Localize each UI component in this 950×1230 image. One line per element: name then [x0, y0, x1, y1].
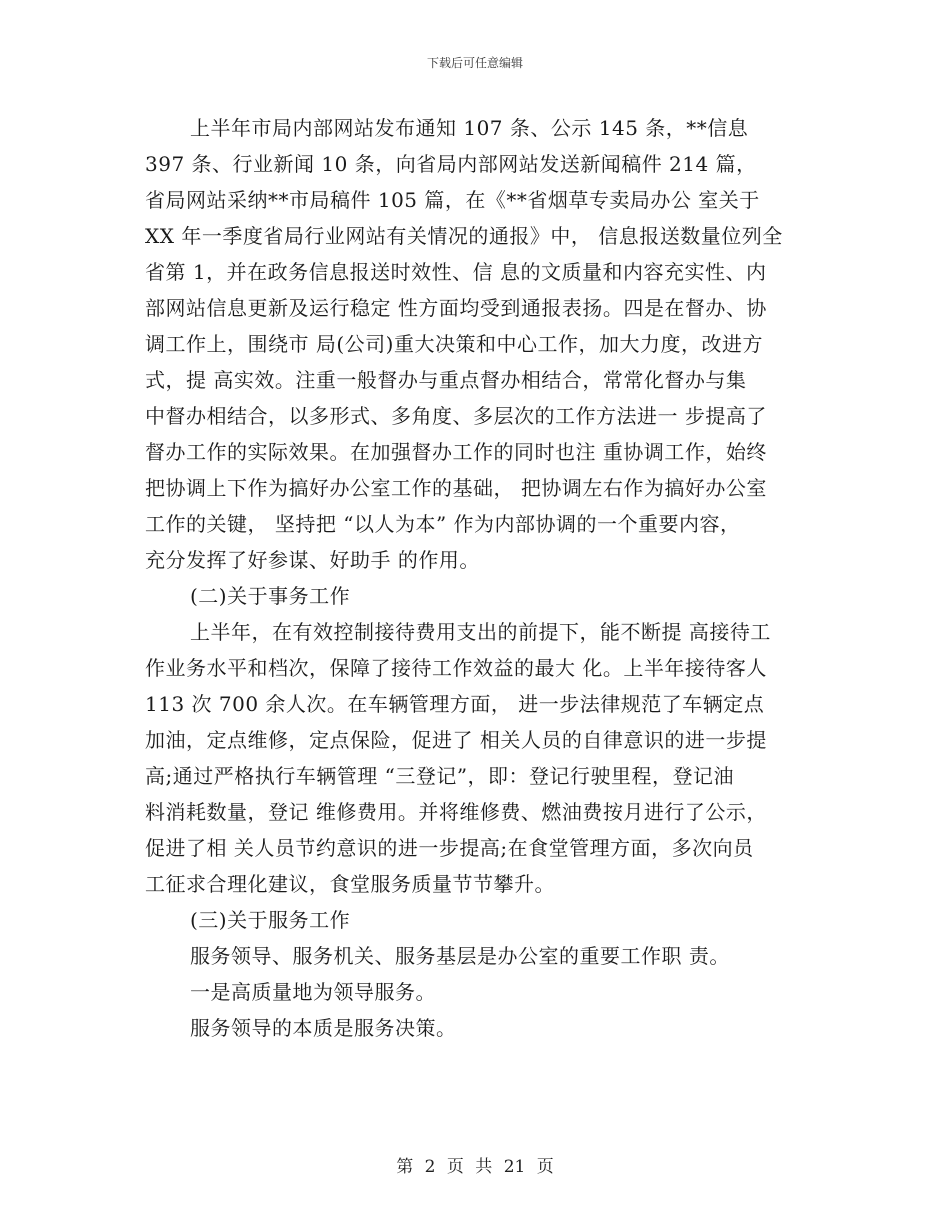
body-line: 式，提 高实效。注重一般督办与重点督办相结合，常常化督办与集 — [145, 368, 747, 392]
body-line: XX 年一季度省局行业网站有关情况的通报》中， 信息报送数量位列全 — [145, 224, 783, 248]
section-heading: (三)关于服务工作 — [190, 908, 351, 932]
body-line: 一是高质量地为领导服务。 — [190, 980, 436, 1004]
body-line: 省第 1，并在政务信息报送时效性、信 息的文质量和内容充实性、内 — [145, 260, 767, 284]
body-line: 作业务水平和档次，保障了接待工作效益的最大 化。上半年接待客人 — [145, 656, 767, 680]
body-line: 服务领导的本质是服务决策。 — [190, 1016, 457, 1040]
page-number: 第 2 页 共 21 页 — [396, 1157, 554, 1177]
body-line: 部网站信息更新及运行稳定 性方面均受到通报表扬。四是在督办、协 — [145, 296, 767, 320]
body-line: 工征求合理化建议，食堂服务质量节节攀升。 — [145, 872, 555, 896]
body-line: 中督办相结合，以多形式、多角度、多层次的工作方法进一 步提高了 — [145, 404, 767, 428]
body-line: 把协调上下作为搞好办公室工作的基础， 把协调左右作为搞好办公室 — [145, 476, 767, 500]
body-line: 服务领导、服务机关、服务基层是办公室的重要工作职 责。 — [190, 944, 730, 968]
body-line: 工作的关键， 坚持把 “以人为本” 作为内部协调的一个重要内容， — [145, 512, 741, 536]
section-heading: (二)关于事务工作 — [190, 584, 351, 608]
body-line: 督办工作的实际效果。在加强督办工作的同时也注 重协调工作，始终 — [145, 440, 767, 464]
header-note: 下载后可任意编辑 — [426, 56, 523, 70]
body-line: 上半年市局内部网站发布通知 107 条、公示 145 条，**信息 — [190, 116, 749, 140]
body-line: 397 条、行业新闻 10 条，向省局内部网站发送新闻稿件 214 篇， — [145, 152, 757, 176]
body-line: 113 次 700 余人次。在车辆管理方面， 进一步法律规范了车辆定点 — [145, 692, 765, 716]
body-line: 省局网站采纳**市局稿件 105 篇，在《**省烟草专卖局办公 室关于 — [145, 188, 760, 212]
body-line: 加油，定点维修，定点保险，促进了 相关人员的自律意识的进一步提 — [145, 728, 767, 752]
body-line: 充分发挥了好参谋、好助手 的作用。 — [145, 548, 480, 572]
body-line: 上半年，在有效控制接待费用支出的前提下，能不断提 高接待工 — [190, 620, 771, 644]
body-line: 高;通过严格执行车辆管理 “三登记”，即：登记行驶里程，登记油 — [145, 764, 735, 788]
body-line: 促进了相 关人员节约意识的进一步提高;在食堂管理方面，多次向员 — [145, 836, 754, 860]
body-line: 调工作上，围绕市 局(公司)重大决策和中心工作，加大力度，改进方 — [145, 332, 763, 356]
body-line: 料消耗数量，登记 维修费用。并将维修费、燃油费按月进行了公示， — [145, 800, 767, 824]
